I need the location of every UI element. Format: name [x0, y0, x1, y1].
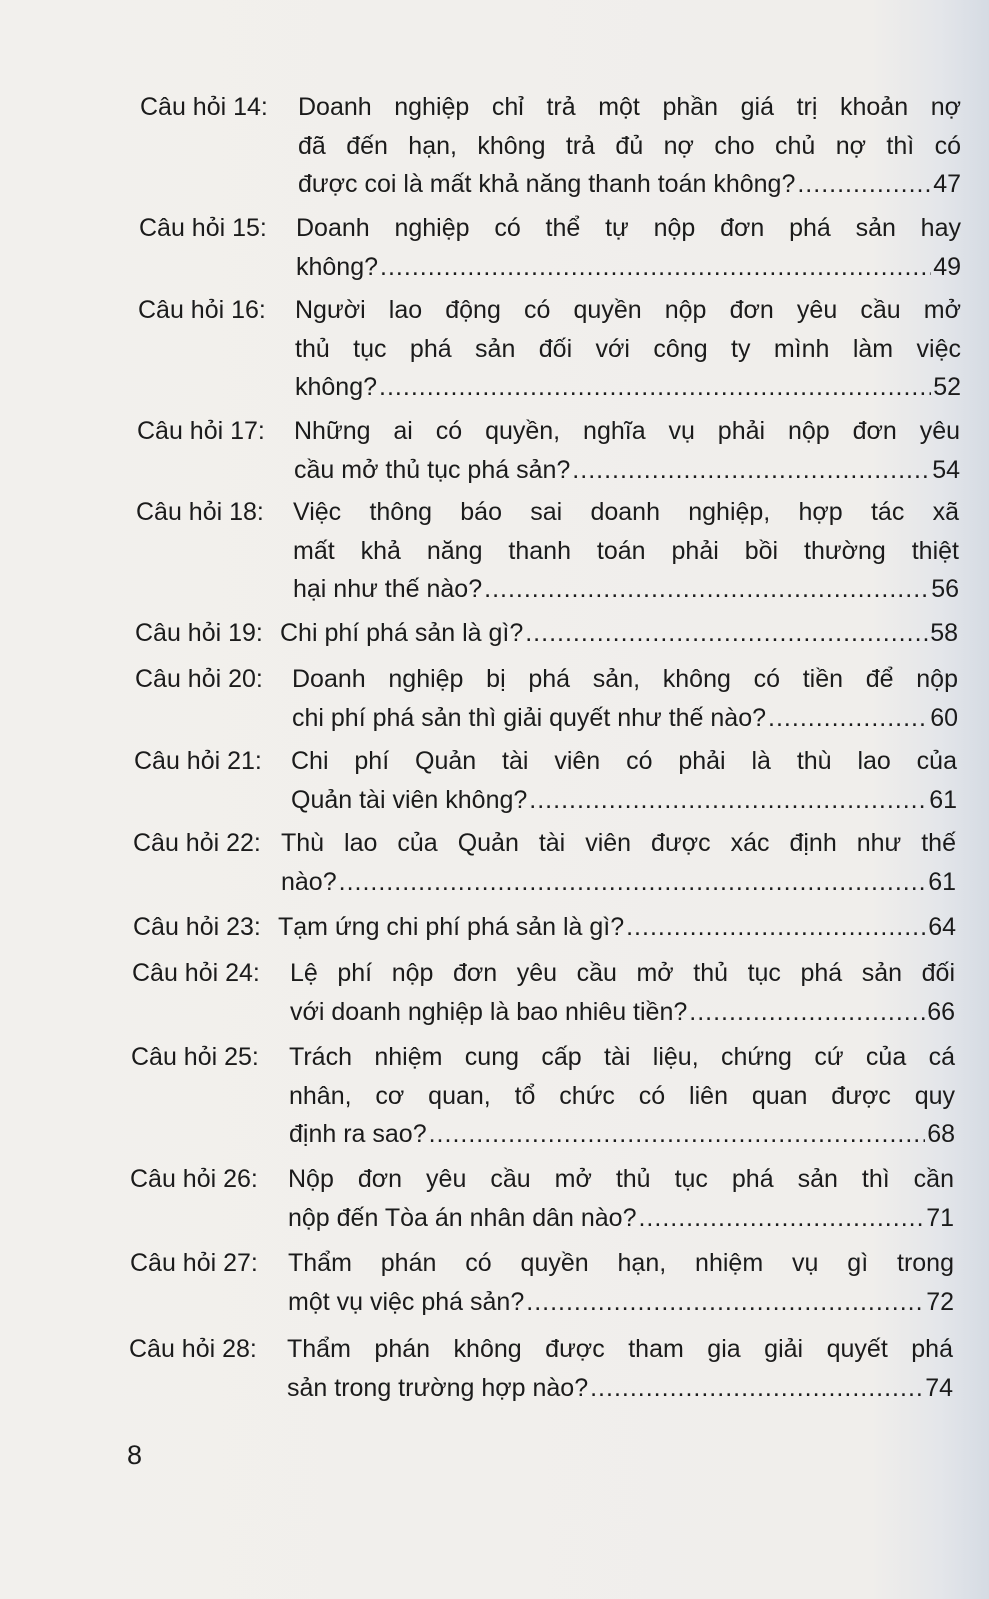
question-number: Câu hỏi 15:: [139, 214, 267, 242]
entry-page-number: 54: [932, 455, 960, 484]
question-text-line: Nộp đơn yêu cầu mở thủ tục phá sản thì cần: [288, 1165, 954, 1193]
toc-entry[interactable]: [137, 412, 960, 492]
dot-leader: [626, 908, 926, 947]
question-text: không?: [295, 373, 378, 401]
entry-page-number: 64: [928, 913, 956, 941]
question-text-line: Doanh nghiệp có thể tự nộp đơn phá sản hay: [296, 214, 961, 242]
dot-leader: [484, 570, 929, 609]
question-text-last-line: [292, 699, 958, 738]
toc-entry[interactable]: [136, 493, 959, 603]
toc-entry[interactable]: [133, 824, 956, 904]
question-text-last-line: [288, 1283, 954, 1322]
dot-leader: [429, 1115, 926, 1154]
entry-page-number: 71: [926, 1203, 954, 1232]
entry-page-number: 68: [927, 1120, 955, 1148]
question-text-last-line: [295, 368, 961, 407]
question-text-last-line: [281, 863, 956, 902]
toc-entry[interactable]: [140, 88, 961, 198]
entry-page-number: 52: [933, 373, 961, 401]
entry-page-number: 56: [931, 575, 959, 603]
question-text-line: Doanh nghiệp chỉ trả một phần giá trị khoản nợ: [298, 93, 961, 121]
question-text: sản trong trường hợp nào?: [287, 1373, 589, 1402]
question-text-last-line: [289, 1115, 955, 1154]
question-number: Câu hỏi 16:: [138, 296, 266, 324]
entry-page-number: 47: [933, 170, 961, 198]
question-text-last-line: [280, 614, 958, 653]
toc-entry[interactable]: [135, 660, 958, 740]
question-text: hại như thế nào?: [293, 575, 483, 603]
question-text-last-line: [293, 570, 959, 609]
question-text-last-line: [296, 248, 961, 287]
question-text-line: Người lao động có quyền nộp đơn yêu cầu mở: [295, 296, 961, 324]
toc-entry[interactable]: [139, 209, 961, 289]
question-text-line: Lệ phí nộp đơn yêu cầu mở thủ tục phá sản đối: [290, 959, 955, 987]
entry-page-number: 49: [933, 252, 961, 281]
dot-leader: [638, 1199, 924, 1238]
entry-page-number: 61: [928, 867, 956, 896]
question-number: Câu hỏi 27:: [130, 1249, 258, 1277]
toc-entry[interactable]: [132, 954, 955, 1034]
question-text-line: Những ai có quyền, nghĩa vụ phải nộp đơn yêu: [294, 417, 960, 445]
dot-leader: [797, 165, 931, 204]
question-text: chi phí phá sản thì giải quyết như thế nào?: [292, 703, 767, 732]
question-number: Câu hỏi 19:: [135, 619, 263, 647]
question-text-last-line: [298, 165, 961, 204]
question-text-line: nhân, cơ quan, tổ chức có liên quan được quy: [289, 1081, 955, 1110]
entry-page-number: 58: [930, 619, 958, 647]
entry-page-number: 66: [927, 997, 955, 1026]
question-text-line: Chi phí Quản tài viên có phải là thù lao của: [291, 747, 957, 775]
question-text: Quản tài viên không?: [291, 785, 528, 814]
dot-leader: [339, 863, 927, 902]
toc-entry[interactable]: [131, 1038, 955, 1148]
question-text-line: Doanh nghiệp bị phá sản, không có tiền để nộp: [292, 665, 958, 693]
entry-page-number: 74: [925, 1373, 953, 1402]
question-text-last-line: [290, 993, 955, 1032]
dot-leader: [379, 368, 931, 407]
question-text: cầu mở thủ tục phá sản?: [294, 455, 571, 484]
question-text-last-line: [294, 451, 960, 490]
dot-leader: [768, 699, 928, 738]
question-text: nào?: [281, 867, 337, 896]
dot-leader: [572, 451, 930, 490]
question-text: định ra sao?: [289, 1120, 427, 1148]
question-text-last-line: [287, 1369, 953, 1408]
question-number: Câu hỏi 23:: [133, 913, 261, 941]
question-text: được coi là mất khả năng thanh toán không?: [298, 170, 796, 198]
dot-leader: [525, 614, 928, 653]
question-number: Câu hỏi 25:: [131, 1043, 259, 1071]
question-number: Câu hỏi 17:: [137, 417, 265, 445]
question-text: không?: [296, 252, 379, 281]
question-text-line: Trách nhiệm cung cấp tài liệu, chứng cứ của cá: [289, 1043, 955, 1071]
toc-entry[interactable]: [130, 1160, 954, 1240]
question-text-line: Việc thông báo sai doanh nghiệp, hợp tác xã: [293, 498, 959, 526]
question-text-line: Thẩm phán không được tham gia giải quyết phá: [287, 1335, 953, 1363]
question-number: Câu hỏi 20:: [135, 665, 263, 693]
question-text-last-line: [291, 781, 957, 820]
question-text-line: Thù lao của Quản tài viên được xác định như thế: [281, 829, 956, 857]
dot-leader: [526, 1283, 924, 1322]
entry-page-number: 61: [929, 785, 957, 814]
question-text: với doanh nghiệp là bao nhiêu tiền?: [290, 997, 688, 1026]
entry-page-number: 72: [926, 1287, 954, 1316]
question-number: Câu hỏi 22:: [133, 829, 261, 857]
dot-leader: [590, 1369, 923, 1408]
question-text-line: đã đến hạn, không trả đủ nợ cho chủ nợ thì có: [298, 131, 961, 160]
question-text-line: thủ tục phá sản đối với công ty mình làm việc: [295, 334, 961, 363]
toc-entry[interactable]: [134, 742, 957, 822]
question-text-last-line: [278, 908, 956, 947]
toc-entry[interactable]: [130, 1244, 954, 1324]
toc-entry[interactable]: [129, 1330, 953, 1410]
question-number: Câu hỏi 26:: [130, 1165, 258, 1193]
question-number: Câu hỏi 28:: [129, 1335, 257, 1363]
question-number: Câu hỏi 21:: [134, 747, 262, 775]
page-number: 8: [127, 1440, 143, 1470]
toc-entry[interactable]: [138, 291, 961, 401]
dot-leader: [689, 993, 925, 1032]
entry-page-number: 60: [930, 703, 958, 732]
dot-leader: [380, 248, 931, 287]
question-text-line: Thẩm phán có quyền hạn, nhiệm vụ gì trong: [288, 1249, 954, 1277]
question-text: nộp đến Tòa án nhân dân nào?: [288, 1203, 637, 1232]
question-text: một vụ việc phá sản?: [288, 1287, 525, 1316]
dot-leader: [529, 781, 927, 820]
question-text-last-line: [288, 1199, 954, 1238]
question-text: Chi phí phá sản là gì?: [280, 619, 524, 647]
question-number: Câu hỏi 24:: [132, 959, 260, 987]
question-number: Câu hỏi 14:: [140, 93, 268, 121]
question-text: Tạm ứng chi phí phá sản là gì?: [278, 913, 625, 941]
question-number: Câu hỏi 18:: [136, 498, 264, 526]
question-text-line: mất khả năng thanh toán phải bồi thường thiệt: [293, 536, 959, 565]
